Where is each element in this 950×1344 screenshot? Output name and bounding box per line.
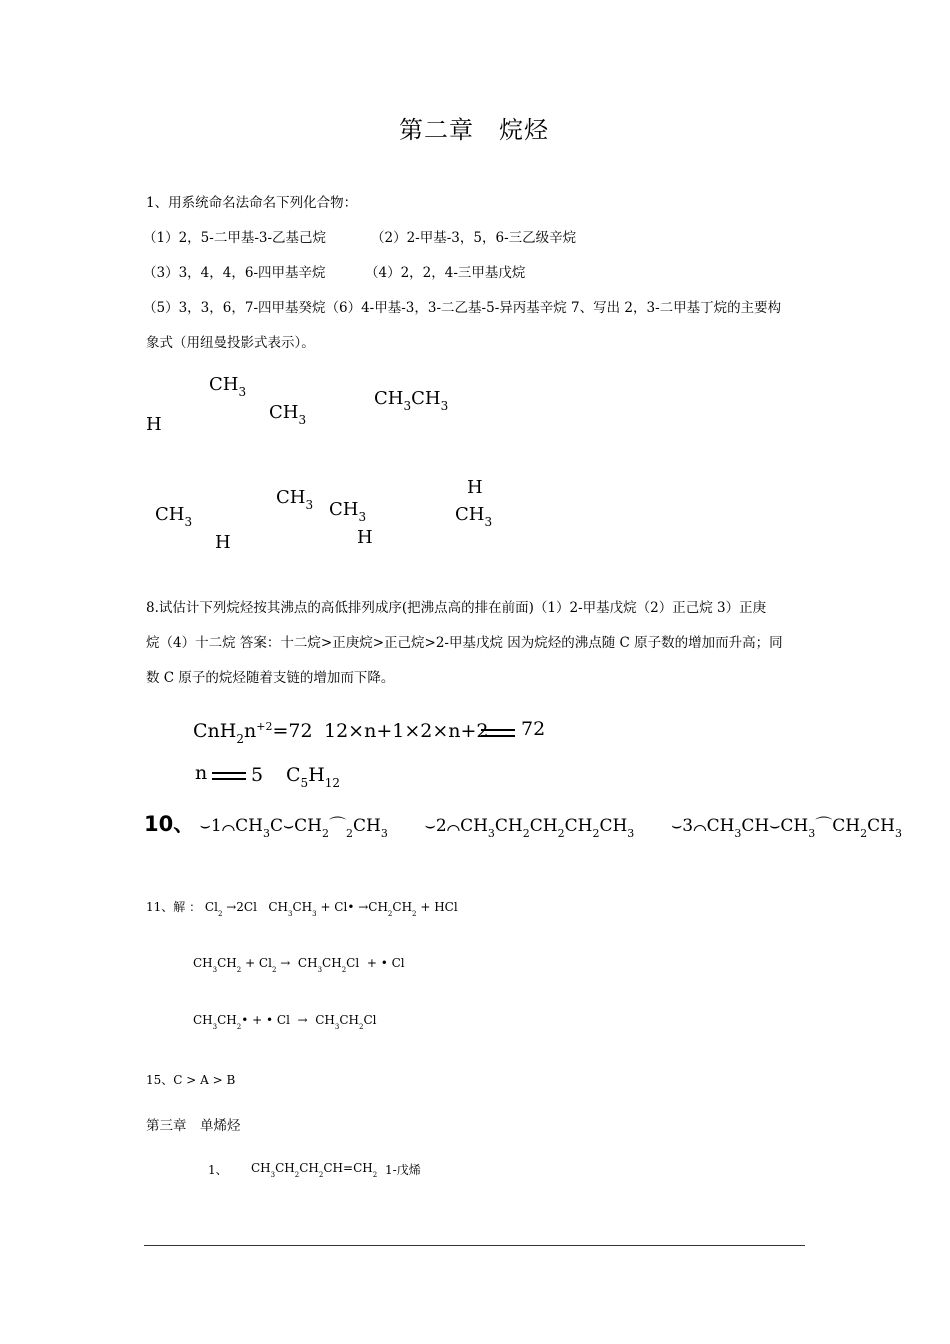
ch3-item-number: 1、 (208, 1163, 228, 1177)
q1-answer-4: （4）2，2，4-三甲基戊烷 (365, 265, 526, 281)
double-line-equals-1 (481, 728, 515, 738)
chapter-3-heading: 第三章 单烯烃 (146, 1118, 241, 1134)
q11-line-2: $CH_3CH_2 + Cl_2 \to CH_3CH_2Cl$ + • Cl (193, 956, 405, 974)
newman2-ch3-left: $CH_3$ (155, 504, 193, 529)
newman2-ch3-right: $CH_3$ (329, 499, 367, 524)
calc-eq-2-n: n (195, 762, 208, 784)
q10-line (144, 808, 902, 840)
q10-part-3: $⌣3⌒CH_3CH⌣CH_3⌒CH_2CH_3$ (671, 816, 902, 840)
newman-ch3ch3: $CH_3CH_3$ (374, 388, 449, 413)
q1-intro: 1、用系统命名法命名下列化合物： (146, 195, 358, 211)
q11-line-1: 11、解 ： $Cl_2 \to 2Cl$ $CH_3CH_3$ + Cl• $\to CH_2CH_2$ + HCl (146, 900, 458, 918)
q1-answer-5-6-7: （5）3，3，6，7-四甲基癸烷（6）4-甲基-3，3-二乙基-5-异丙基辛烷 7、写出 2，3-二甲基丁烷的主要构 (143, 300, 782, 316)
q7-continuation: 象式（用纽曼投影式表示）。 (146, 335, 315, 351)
newman-ch3-top: $CH_3$ (209, 374, 247, 399)
page-title: 第二章 烷烃 (399, 116, 549, 144)
ch3-item-formula: $CH_3CH_2CH_2CH=CH_2$ (251, 1161, 378, 1179)
calc-formula-c5h12: $C_5H_{12}$ (286, 764, 341, 790)
newman2-h-bottom: H (215, 532, 231, 553)
q1-answer-2: （2）2-甲基-3，5，6-三乙级辛烷 (371, 230, 577, 246)
q10-part-2: $⌣2⌒CH_3CH_2CH_2CH_2CH_3$ (424, 816, 635, 840)
q15-answer: 15、C > A > B (146, 1073, 236, 1087)
q8-line-3: 数 C 原子的烷烃随着支链的增加而下降。 (146, 670, 395, 686)
footer-rule (144, 1245, 805, 1246)
double-line-equals-2 (212, 771, 246, 781)
calc-eq-1-result: 72 (521, 718, 546, 740)
q1-answer-3: （3）3，4，4，6-四甲基辛烷 (143, 265, 326, 281)
newman2-ch3-top: $CH_3$ (276, 487, 314, 512)
newman-h-left: H (146, 414, 162, 435)
q10-number: 10、 (144, 812, 195, 836)
newman3-ch3: $CH_3$ (455, 504, 493, 529)
q8-line-1: 8.试估计下列烷烃按其沸点的高低排列成序(把沸点高的排在前面)（1）2-甲基戊烷（2）正己烷 3）正庚 (146, 600, 767, 616)
newman2-h-right: H (357, 527, 373, 548)
q1-answer-1: （1）2，5-二甲基-3-乙基己烷 (143, 230, 327, 246)
ch3-item-name: 1-戊烯 (385, 1163, 421, 1177)
calc-eq-2-value: 5 (251, 764, 264, 786)
calc-eq-1-right: 12×n+1×2×n+2 (324, 720, 489, 742)
q8-line-2: 烷（4）十二烷 答案：十二烷>正庚烷>正己烷>2-甲基戊烷 因为烷烃的沸点随 C 原子数的增加而升高；同 (146, 635, 783, 651)
newman-ch3-mid: $CH_3$ (269, 402, 307, 427)
q11-line-3: $CH_3CH_2•$ + • $Cl \to CH_3CH_2Cl$ (193, 1013, 377, 1031)
calc-eq-1-left: $CnH_2n^{+2}=72$ (193, 720, 313, 746)
newman3-h: H (467, 477, 483, 498)
q10-part-1: $⌣1⌒CH_3C⌣CH_2⌒_2CH_3$ (199, 816, 388, 840)
